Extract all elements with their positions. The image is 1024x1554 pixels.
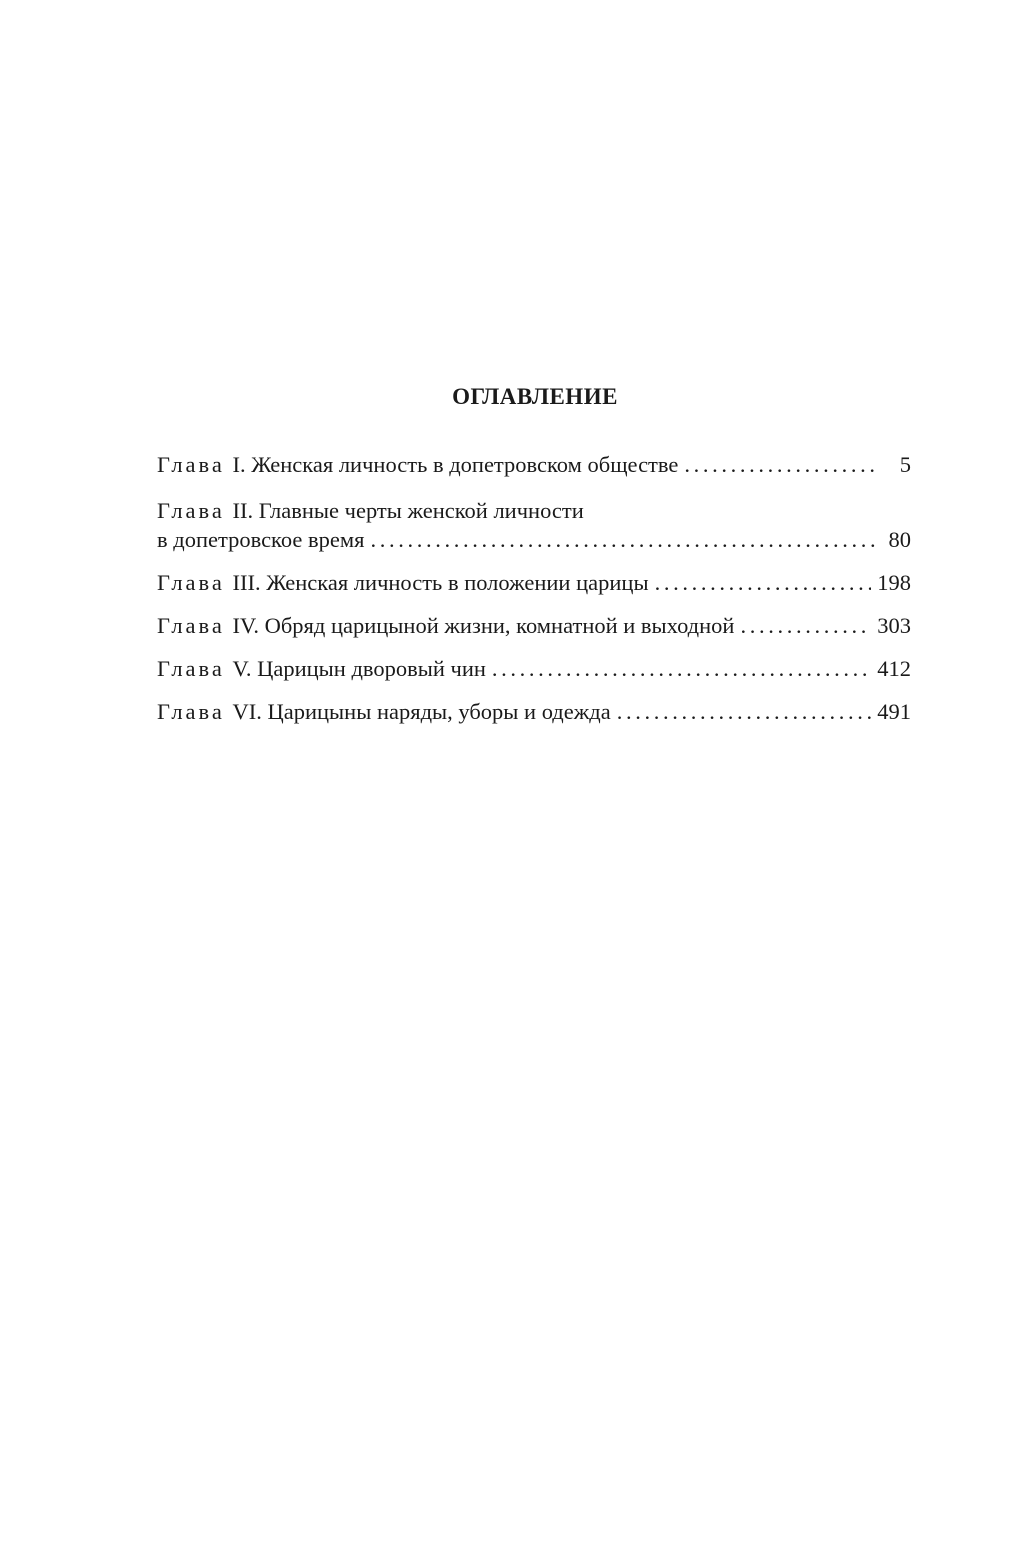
chapter-numeral: V. [232, 656, 252, 681]
page-number: 5 [899, 452, 911, 477]
chapter-numeral: III. [232, 570, 261, 595]
dot-leader [617, 697, 872, 726]
chapter-numeral: I. [232, 452, 246, 477]
chapter-title: Главные черты женской личности [258, 498, 584, 523]
toc-entry [157, 568, 911, 597]
dot-leader [655, 568, 872, 597]
page-title: ОГЛАВЛЕНИЕ [452, 384, 618, 409]
chapter-numeral: IV. [232, 613, 259, 638]
chapter-title-continued: в допетровское время [157, 527, 365, 552]
chapter-title: Царицыны наряды, уборы и одежда [267, 699, 611, 724]
chapter-label: Глава [157, 656, 225, 681]
chapter-title: Обряд царицыной жизни, комнатной и выходной [264, 613, 735, 638]
page-number: 198 [877, 570, 911, 595]
toc-entry [157, 496, 911, 554]
chapter-title: Женская личность в допетровском обществе [251, 452, 679, 477]
dot-leader [684, 450, 879, 479]
page-number: 412 [877, 656, 911, 681]
page-number: 303 [877, 613, 911, 638]
toc-entry [157, 654, 911, 683]
toc-entry [157, 450, 911, 479]
page-number: 491 [877, 699, 911, 724]
chapter-label: Глава [157, 613, 225, 638]
toc-entry [157, 611, 911, 640]
chapter-label: Глава [157, 452, 225, 477]
dot-leader [492, 654, 871, 683]
chapter-title: Женская личность в положении царицы [266, 570, 649, 595]
chapter-label: Глава [157, 699, 225, 724]
chapter-label: Глава [157, 570, 225, 595]
chapter-label: Глава [157, 498, 225, 523]
chapter-title: Царицын дворовый чин [257, 656, 486, 681]
page-number: 80 [888, 527, 911, 552]
chapter-numeral: VI. [232, 699, 262, 724]
dot-leader [370, 525, 879, 554]
chapter-numeral: II. [232, 498, 254, 523]
dot-leader [740, 611, 871, 640]
toc-entry [157, 697, 911, 726]
